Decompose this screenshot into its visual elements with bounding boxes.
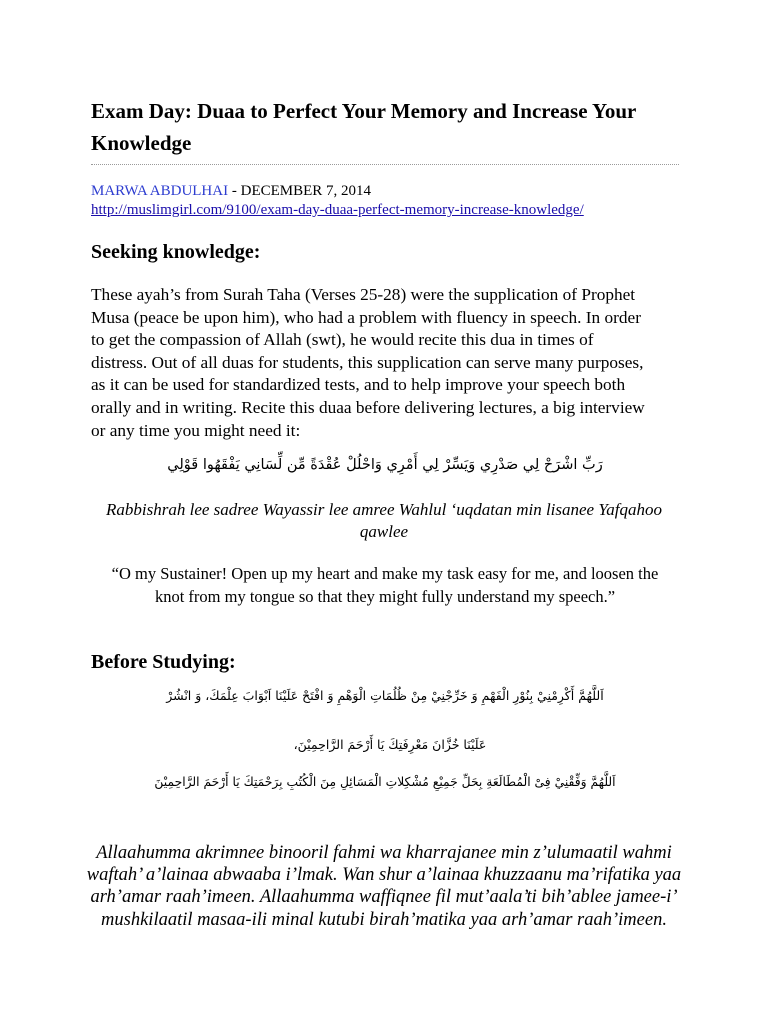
arabic-dua-line-3: اَللَّهُمَّ وَفِّقْنِيْ فِىْ الْمُطَالَعَةِ بِحَلِّ جَمِيْعِ مُشْكِلاتِ الْمَسَائِلِ مِنَ الْكُتُبِ بِرَحْمَتِكَ يَا أَرْحَمَ الرَّاحِمِيْنَ [154, 775, 616, 789]
arabic-dua-line-2: عَلَيْنَا خُزَّانَ مَعْرِفَتِكَ يَا أَرْحَمَ الرَّاحِمِيْنَ، [293, 737, 487, 752]
byline [91, 182, 371, 200]
author-link[interactable]: MARWA ABDULHAI [91, 183, 229, 199]
publish-date: DECEMBER 7, 2014 [240, 183, 372, 199]
intro-paragraph: These ayah’s from Surah Taha (Verses 25-28) were the supplication of Prophet Musa (peace be upon him), who had a problem with fluency in speech. In order to get the compassion of Allah (swt), he would recite this dua in times of distress. Out of all duas for students, this supplication can serve many purposes, as it can be used for standardized tests, and to help improve your speech both orally and in writing. Recite this duaa before delivering lectures, a big interview or any time you might need it: [91, 285, 645, 440]
section-heading-before-studying: Before Studying: [91, 651, 236, 673]
section-heading-seeking-knowledge: Seeking knowledge: [91, 241, 261, 263]
article-url-link[interactable]: http://muslimgirl.com/9100/exam-day-duaa-perfect-memory-increase-knowledge/ [91, 202, 584, 218]
arabic-dua-taha: رَبِّ اشْرَحْ لِي صَدْرِي وَيَسِّرْ لِي أَمْرِي وَاحْلُلْ عُقْدَةً مِّن لِّسَانِي يَفْقَهُوا قَوْلِي [167, 457, 603, 473]
title-divider [91, 164, 679, 165]
study-dua-transliteration: Allaahumma akrimnee binooril fahmi wa kharrajanee min z’ulumaatil wahmi waftah’ a’lainaa abwaaba i’lmak. Wan shur a’lainaa khuzzaanu ma’rifatika yaa arh’amar raah’imeen. Allaahumma waffiqnee fil mut’aala’ti bih’ablee jamee-i’ mushkilaatil masaa-ili minal kutubi birah’matika yaa arh’amar raah’imeen. [86, 843, 682, 930]
dua-transliteration: Rabbishrah lee sadree Wayassir lee amree Wahlul ‘uqdatan min lisanee Yafqahoo qawlee [106, 500, 662, 541]
arabic-dua-line-1: اَللَّهُمَّ أَكْرِمْنِيْ بِنُوْرِ الْفَهْمِ وَ خَرِّجْنِيْ مِنْ ظُلُمَاتِ الْوَهْمِ وَ افْتَحْ عَلَيْنَا اَبْوَابَ عِلْمَكَ، وَ انْشُرْ [166, 688, 604, 703]
article-title: Exam Day: Duaa to Perfect Your Memory and Increase Your Knowledge [91, 99, 636, 155]
date-separator: - [228, 183, 241, 199]
dua-translation: “O my Sustainer! Open up my heart and make my task easy for me, and loosen the knot from my tongue so that they might fully understand my speech.” [111, 564, 659, 606]
